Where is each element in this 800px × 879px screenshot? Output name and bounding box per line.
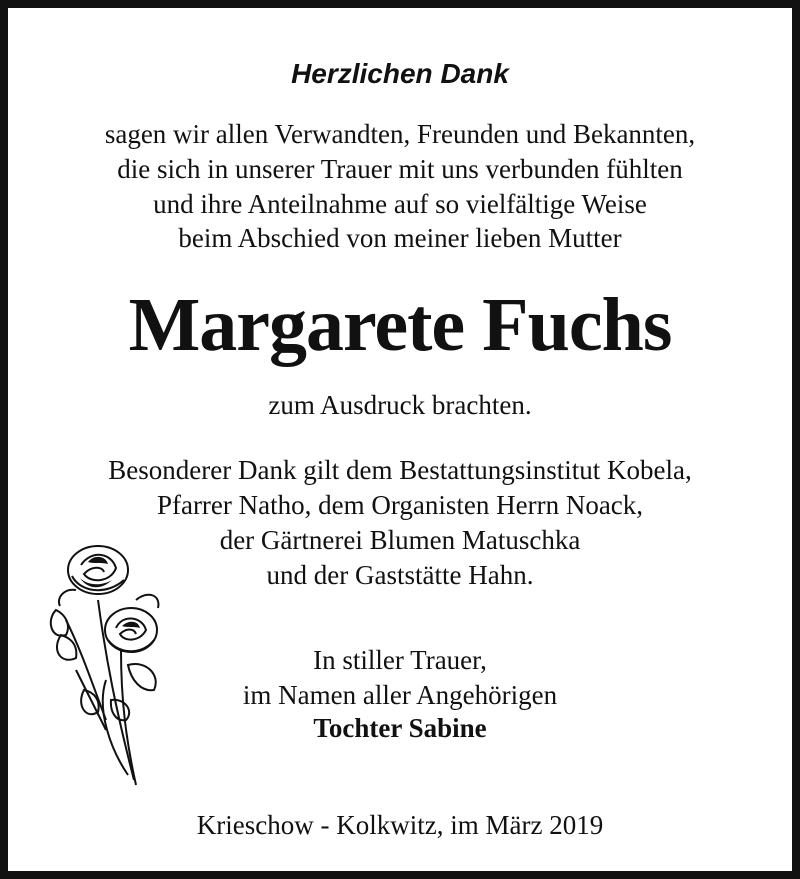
thanks-line: der Gärtnerei Blumen Matuschka bbox=[219, 525, 581, 555]
intro-line: und ihre Anteilnahme auf so vielfältige Weise bbox=[153, 189, 647, 219]
signature-line: In stiller Trauer, bbox=[313, 645, 487, 675]
deceased-name: Margarete Fuchs bbox=[128, 283, 672, 367]
thanks-line: Besonderer Dank gilt dem Bestattungsinstitut Kobela, bbox=[108, 455, 692, 485]
notice-title: Herzlichen Dank bbox=[291, 58, 509, 89]
thanks-line: Pfarrer Natho, dem Organisten Herrn Noack, bbox=[156, 490, 644, 520]
intro-line: die sich in unserer Trauer mit uns verbunden fühlten bbox=[117, 154, 683, 184]
place-date: Krieschow - Kolkwitz, im März 2019 bbox=[196, 810, 604, 840]
signer-name: Tochter Sabine bbox=[313, 713, 487, 743]
intro-line: sagen wir allen Verwandten, Freunden und Bekannten, bbox=[104, 119, 696, 149]
thanks-line: und der Gaststätte Hahn. bbox=[266, 560, 534, 590]
signature-line: im Namen aller Angehörigen bbox=[242, 680, 558, 710]
intro-line: beim Abschied von meiner lieben Mutter bbox=[178, 223, 622, 253]
roses-illustration-icon bbox=[36, 540, 166, 795]
after-name-line: zum Ausdruck brachten. bbox=[268, 390, 532, 420]
